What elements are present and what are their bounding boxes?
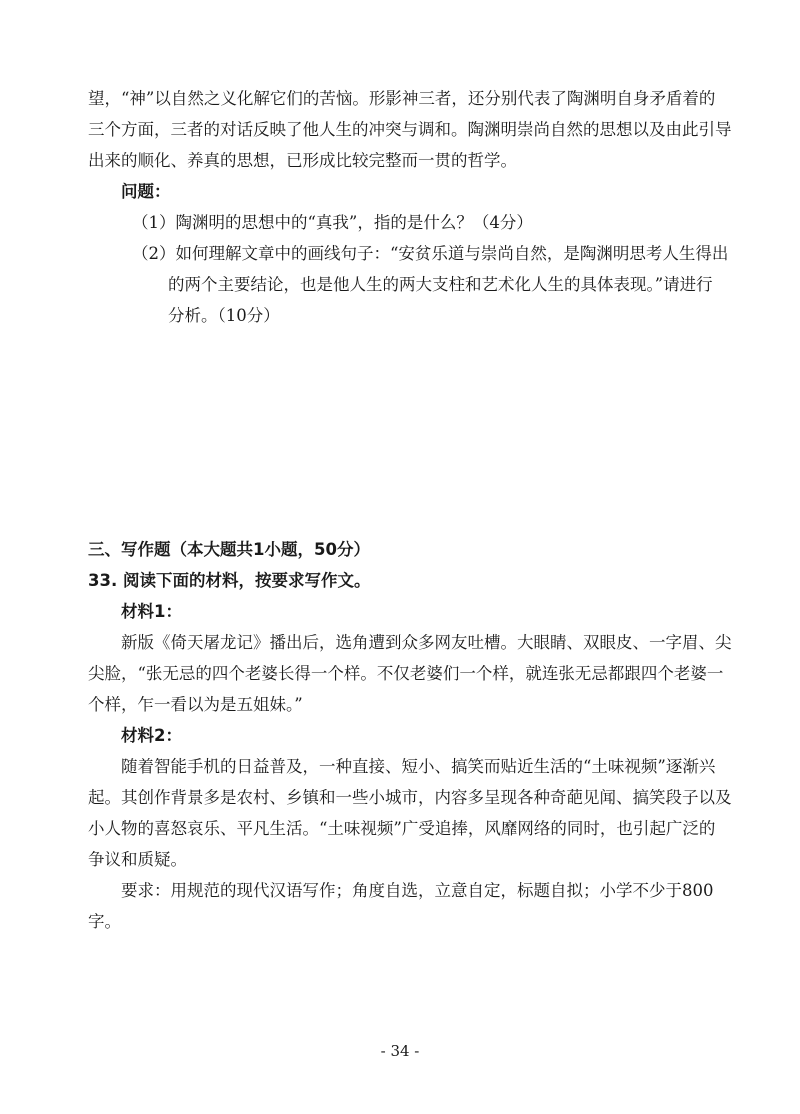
questions-heading: 问题： bbox=[121, 182, 171, 201]
requirement-line-2: 字。 bbox=[88, 912, 121, 931]
material-2-line-2: 起。其创作背景多是农村、乡镇和一些小城市，内容多呈现各种奇葩见闻、搞笑段子以及 bbox=[88, 788, 732, 807]
material-2-line-1: 随着智能手机的日益普及，一种直接、短小、搞笑而贴近生活的“土味视频”逐渐兴 bbox=[121, 757, 716, 776]
material-2-line-4: 争议和质疑。 bbox=[88, 850, 187, 869]
question-2-line-2: 的两个主要结论，也是他人生的两大支柱和艺术化人生的具体表现。”请进行 bbox=[168, 275, 713, 294]
question-2-line-1: （2）如何理解文章中的画线句子：“安贫乐道与崇尚自然，是陶渊明思考人生得出 bbox=[132, 244, 729, 263]
essay-line-3: 出来的顺化、养真的思想，已形成比较完整而一贯的哲学。 bbox=[88, 151, 517, 170]
question-1: （1）陶渊明的思想中的“真我”，指的是什么？（4分） bbox=[132, 213, 533, 232]
material-2-label: 材料2： bbox=[121, 726, 182, 745]
material-2-line-3: 小人物的喜怒哀乐、平凡生活。“土味视频”广受追捧，风靡网络的同时，也引起广泛的 bbox=[88, 819, 716, 838]
material-1-label: 材料1： bbox=[121, 602, 182, 621]
material-1-line-3: 个样，乍一看以为是五姐妹。” bbox=[88, 695, 303, 714]
question-33: 33. 阅读下面的材料，按要求写作文。 bbox=[88, 571, 371, 590]
question-2-line-3: 分析。（10分） bbox=[168, 306, 280, 325]
material-1-line-1: 新版《倚天屠龙记》播出后，选角遭到众多网友吐槽。大眼睛、双眼皮、一字眉、尖 bbox=[121, 633, 732, 652]
essay-line-2: 三个方面，三者的对话反映了他人生的冲突与调和。陶渊明崇尚自然的思想以及由此引导 bbox=[88, 120, 732, 139]
page-number: - 34 - bbox=[380, 1042, 420, 1060]
section-3-title: 三、写作题（本大题共1小题，50分） bbox=[88, 540, 370, 559]
essay-line-1: 望，“神”以自然之义化解它们的苦恼。形影神三者，还分别代表了陶渊明自身矛盾着的 bbox=[88, 89, 716, 108]
material-1-line-2: 尖脸，“张无忌的四个老婆长得一个样。不仅老婆们一个样，就连张无忌都跟四个老婆一 bbox=[88, 664, 724, 683]
requirement-line-1: 要求：用规范的现代汉语写作；角度自选，立意自定，标题自拟；小学不少于800 bbox=[121, 881, 714, 900]
